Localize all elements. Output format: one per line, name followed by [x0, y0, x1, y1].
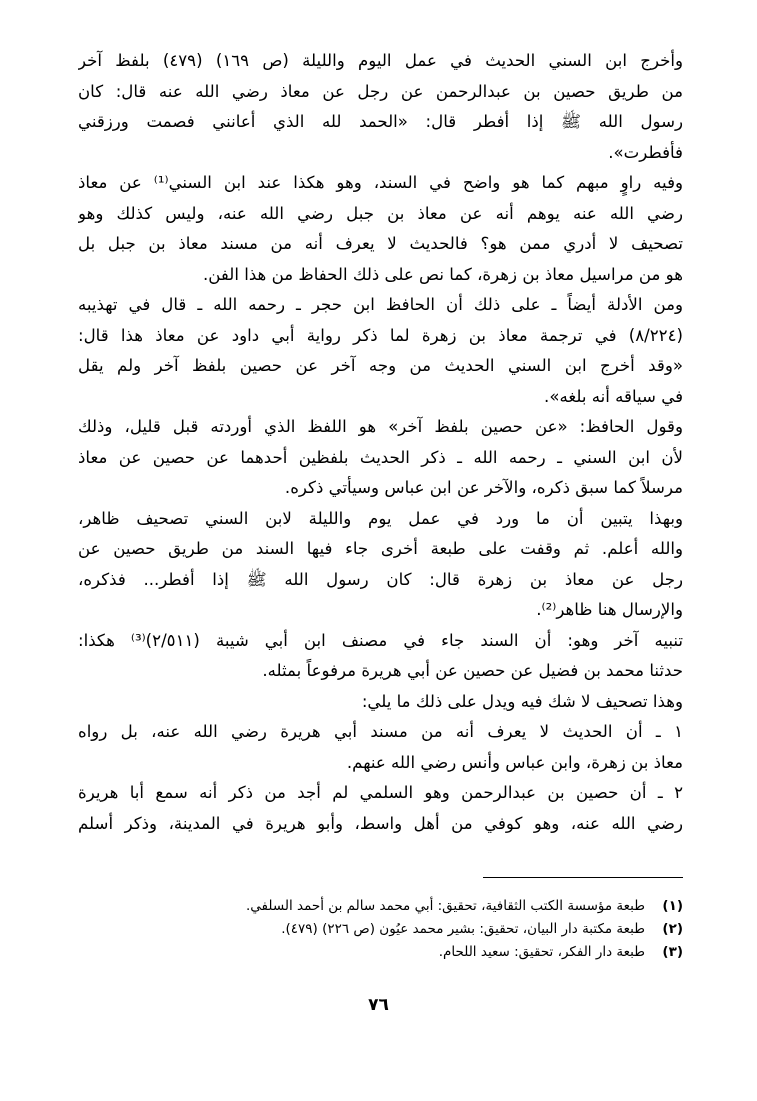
footnote-number: (٢): [662, 921, 683, 937]
paragraph: [78, 290, 683, 412]
paragraph: [78, 168, 683, 290]
text-line: رضي الله عنه، وهو كوفي من أهل واسط، وأبو هريرة في المدينة، وذكر أسلم: [78, 813, 683, 833]
footnotes: [78, 895, 683, 964]
text-line: معاذ بن زهرة، وابن عباس وأنس رضي الله عنهم.: [346, 752, 683, 772]
text-line: وبهذا يتبين أن ما ورد في عمل يوم والليلة لابن السني تصحيف ظاهر،: [78, 508, 683, 528]
text-line: هو من مراسيل معاذ بن زهرة، كما نص على ذلك الحفاظ من هذا الفن.: [203, 264, 683, 284]
text-line: ١ ـ أن الحديث لا يعرف أنه من مسند أبي هريرة رضي الله عنه، بل رواه: [78, 722, 683, 741]
text-line: ٢ ـ أن حصين بن عبدالرحمن وهو السلمي لم أجد من ذكر أنه سمع أبا هريرة: [78, 783, 683, 802]
text-line: رجل عن معاذ بن زهرة قال: كان رسول الله ﷺ إذا أفطر... فذكره،: [78, 569, 683, 589]
text-line: (٨/٢٢٤) في ترجمة معاذ بن زهرة لما ذكر رواية أبي داود عن معاذ هذا قال:: [78, 325, 683, 345]
text-line: مرسلاً كما سبق ذكره، والآخر عن ابن عباس وسيأتي ذكره.: [284, 478, 683, 497]
paragraph: [78, 626, 683, 687]
paragraph: [78, 412, 683, 504]
footnote-1: [78, 895, 683, 918]
text-line: والإرسال هنا ظاهر⁽²⁾.: [536, 600, 683, 619]
text-line: تنبيه آخر وهو: أن السند جاء في مصنف ابن أبي شيبة (٢/٥١١)⁽³⁾ هكذا:: [78, 630, 683, 650]
text-line: رسول الله ﷺ إذا أفطر قال: «الحمد لله الذي أعانني فصمت ورزقني: [78, 112, 683, 131]
footnote-number: (١): [662, 898, 683, 914]
text-line: وفيه راوٍ مبهم كما هو واضح في السند، وهو هكذا عند ابن السني⁽¹⁾ عن معاذ: [78, 173, 683, 192]
text-line: وهذا تصحيف لا شك فيه ويدل على ذلك ما يلي:: [361, 691, 683, 711]
text-line: وقول الحافظ: «عن حصين بلفظ آخر» هو اللفظ الذي أوردته قبل قليل، وذلك: [78, 417, 683, 436]
text-line: رضي الله عنه يوهم أنه عن معاذ بن جبل رضي الله عنه، وليس كذلك وهو: [78, 203, 683, 223]
text-line: لأن ابن السني ـ رحمه الله ـ ذكر الحديث بلفظين أحدهما عن حصين عن معاذ: [78, 447, 683, 467]
text-line: «وقد أخرج ابن السني الحديث من وجه آخر عن حصين بلفظ آخر ولم يقل: [78, 356, 683, 375]
footnote-text: طبعة مؤسسة الكتب الثقافية، تحقيق: أبي محمد سالم بن أحمد السلفي.: [245, 898, 645, 914]
footnote-text: طبعة دار الفكر، تحقيق: سعيد اللحام.: [438, 944, 645, 960]
footnote-text: طبعة مكتبة دار البيان، تحقيق: بشير محمد عيُون (ص ٢٢٦) (٤٧٩).: [281, 921, 645, 937]
paragraph: [78, 778, 683, 839]
paragraph: [78, 504, 683, 626]
paragraph: [78, 717, 683, 778]
text-line: حدثنا محمد بن فضيل عن حصين عن أبي هريرة مرفوعاً بمثله.: [262, 661, 683, 680]
page-body: [78, 46, 683, 839]
paragraph: [78, 687, 683, 718]
text-line: من طريق حصين بن عبدالرحمن عن رجل عن معاذ رضي الله عنه قال: كان: [78, 81, 683, 101]
text-line: تصحيف لا أدري ممن هو؟ فالحديث لا يعرف أنه من مسند معاذ بن جبل بل: [78, 234, 683, 253]
paragraph: [78, 46, 683, 168]
page-number: ٧٦: [368, 995, 389, 1015]
footnote-number: (٣): [662, 944, 683, 960]
footnote-2: [78, 918, 683, 941]
text-line: ومن الأدلة أيضاً ـ على ذلك أن الحافظ ابن حجر ـ رحمه الله ـ قال في تهذيبه: [78, 295, 683, 314]
text-line: فأفطرت».: [608, 142, 683, 162]
footnote-3: [78, 941, 683, 964]
text-line: في سياقه أنه بلغه».: [544, 386, 683, 406]
footnote-separator: [483, 877, 683, 878]
text-line: وأخرج ابن السني الحديث في عمل اليوم والليلة (ص ١٦٩) (٤٧٩) بلفظ آخر: [78, 51, 683, 70]
text-line: والله أعلم. ثم وقفت على طبعة أخرى جاء فيها السند من طريق حصين عن: [78, 539, 683, 558]
